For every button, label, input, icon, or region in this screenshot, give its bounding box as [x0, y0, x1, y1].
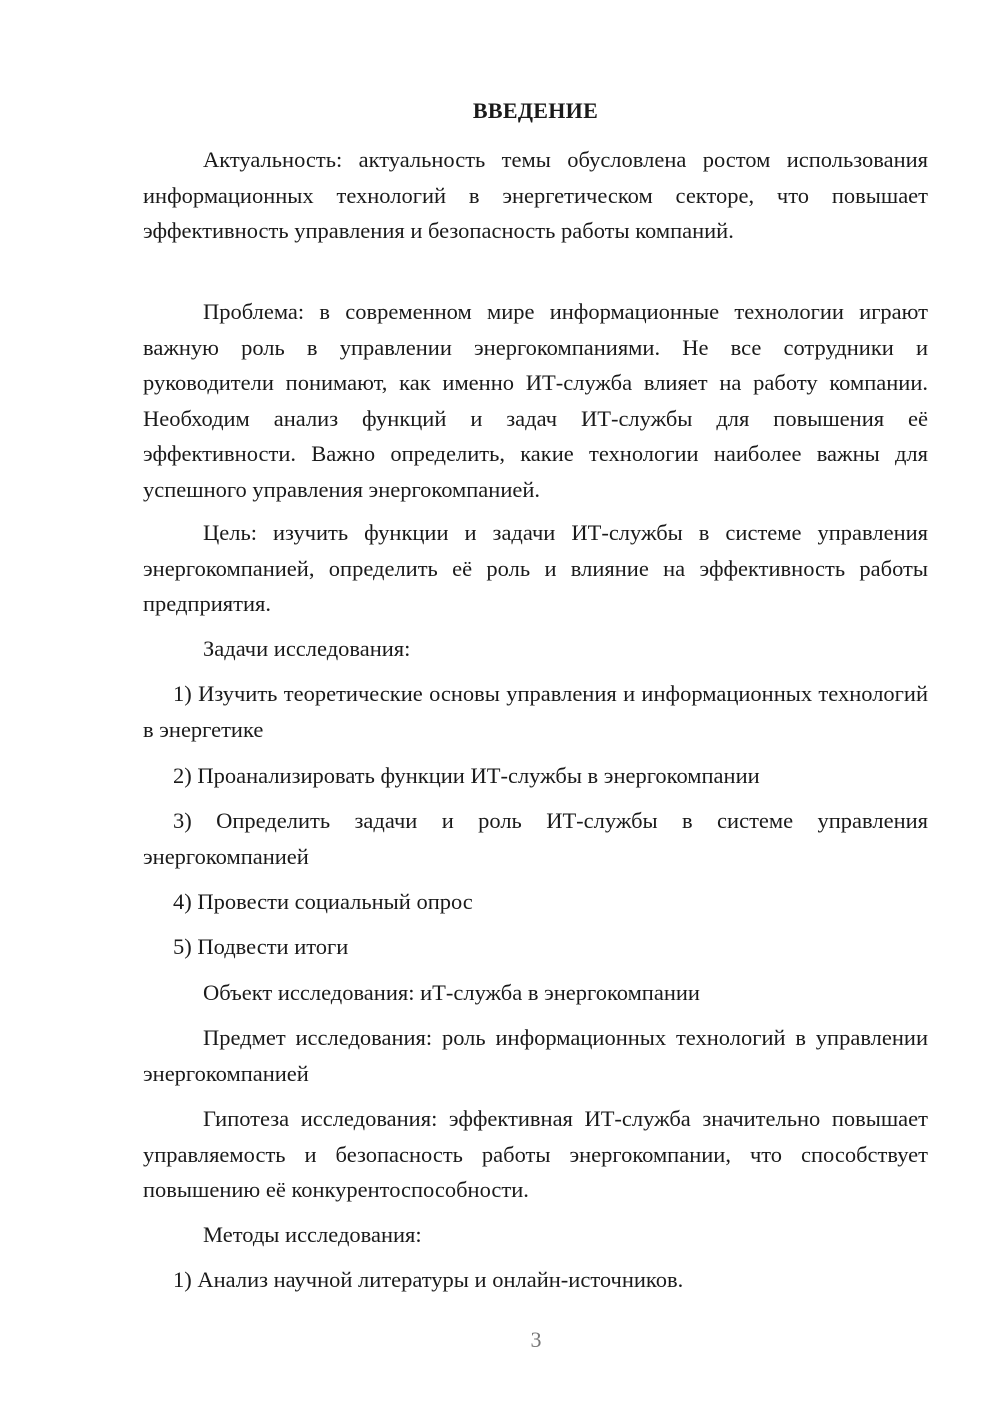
- paragraph-goal: Цель: изучить функции и задачи ИТ-службы в системе управления энергокомпанией, определить её роль и влияние на эффективность работы предприятия.: [143, 520, 928, 616]
- page-title: ВВЕДЕНИЕ: [472, 98, 599, 123]
- paragraph-tasks-heading: Задачи исследования:: [203, 636, 411, 661]
- list-item-task-2: 2) Проанализировать функции ИТ-службы в энергокомпании: [173, 763, 760, 788]
- paragraph-methods-heading: Методы исследования:: [203, 1222, 422, 1247]
- paragraph-subject: Предмет исследования: роль информационных технологий в управлении энергокомпанией: [143, 1025, 928, 1086]
- paragraph-problem: Проблема: в современном мире информационные технологии играют важную роль в управлении энергокомпаниями. Не все сотрудники и руководители понимают, как именно ИТ-служба влияет на работу компании. Необходим анализ функций и задач ИТ-службы для повышения её эффективности. Важно определить, какие технологии наиболее важны для успешного управления энергокомпанией.: [143, 299, 928, 502]
- paragraph-relevance: Актуальность: актуальность темы обусловлена ростом использования информационных технологий в энергетическом секторе, что повышает эффективность управления и безопасность работы компаний.: [143, 147, 928, 243]
- list-item-method-1: 1) Анализ научной литературы и онлайн-источников.: [173, 1267, 684, 1292]
- paragraph-hypothesis: Гипотеза исследования: эффективная ИТ-служба значительно повышает управляемость и безопасность работы энергокомпании, что способствует повышению её конкурентоспособности.: [143, 1106, 928, 1202]
- list-item-task-5: 5) Подвести итоги: [173, 934, 349, 959]
- page-number: 3: [530, 1327, 542, 1352]
- list-item-task-1: 1) Изучить теоретические основы управления и информационных технологий в энергетике: [143, 681, 928, 742]
- list-item-task-3: 3) Определить задачи и роль ИТ-службы в системе управления энергокомпанией: [143, 808, 928, 869]
- paragraph-object: Объект исследования: иТ-служба в энергокомпании: [203, 980, 700, 1005]
- list-item-task-4: 4) Провести социальный опрос: [173, 889, 473, 914]
